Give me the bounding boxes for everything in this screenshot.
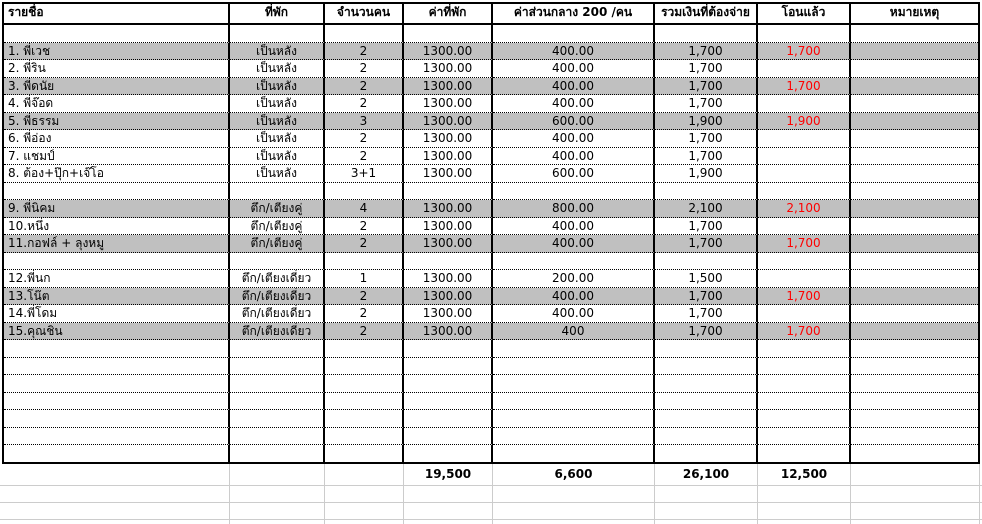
cell-lodging[interactable]: เป็นหลัง	[230, 165, 325, 183]
cell-total_due[interactable]: 1,700	[655, 78, 758, 96]
cell-people[interactable]: 4	[325, 200, 404, 218]
cell-room_fee[interactable]: 1300.00	[404, 148, 493, 166]
cell-total_due[interactable]	[655, 428, 758, 446]
cell-name[interactable]	[4, 183, 230, 201]
cell-name[interactable]	[4, 340, 230, 358]
grid-cell[interactable]	[325, 503, 404, 520]
grid-cell[interactable]	[230, 520, 325, 524]
header-cell-common_fee[interactable]: ค่าส่วนกลาง 200 /คน	[493, 4, 655, 23]
cell-lodging[interactable]	[230, 358, 325, 376]
cell-name[interactable]: 1. พี่เวช	[4, 43, 230, 61]
cell-people[interactable]: 2	[325, 218, 404, 236]
cell-total_due[interactable]: 1,700	[655, 43, 758, 61]
cell-name[interactable]: 14.พี่โดม	[4, 305, 230, 323]
grid-cell[interactable]	[0, 503, 230, 520]
cell-transferred[interactable]	[758, 95, 851, 113]
totals-row	[0, 464, 982, 486]
cell-people[interactable]	[325, 25, 404, 43]
cell-name[interactable]: 15.คุณชิน	[4, 323, 230, 341]
cell-room_fee[interactable]: 1300.00	[404, 305, 493, 323]
cell-room_fee[interactable]	[404, 340, 493, 358]
grid-cell[interactable]	[325, 520, 404, 524]
cell-people[interactable]	[325, 375, 404, 393]
cell-common_fee[interactable]: 400.00	[493, 95, 655, 113]
cell-room_fee[interactable]: 1300.00	[404, 113, 493, 131]
cell-transferred[interactable]	[758, 270, 851, 288]
cell-common_fee[interactable]: 400.00	[493, 235, 655, 253]
table-row	[4, 340, 978, 358]
cell-lodging[interactable]	[230, 340, 325, 358]
cell-room_fee[interactable]: 1300.00	[404, 200, 493, 218]
cell-common_fee[interactable]: 400.00	[493, 288, 655, 306]
cell-people[interactable]: 3	[325, 113, 404, 131]
cell-room_fee[interactable]: 1300.00	[404, 130, 493, 148]
cell-room_fee[interactable]	[404, 428, 493, 446]
grid-cell[interactable]	[655, 486, 758, 503]
cell-transferred[interactable]	[758, 445, 851, 463]
cell-room_fee[interactable]	[404, 445, 493, 463]
cell-remarks[interactable]	[851, 445, 978, 463]
cell-room_fee[interactable]: 1300.00	[404, 323, 493, 341]
cell-transferred[interactable]: 1,700	[758, 43, 851, 61]
cell-remarks[interactable]	[851, 78, 978, 96]
table-row	[4, 270, 978, 288]
grid-cell[interactable]	[851, 520, 980, 524]
cell-name[interactable]	[4, 25, 230, 43]
cell-name[interactable]: 3. พี่ดนัย	[4, 78, 230, 96]
table-row	[4, 60, 978, 78]
cell-remarks[interactable]	[851, 288, 978, 306]
cell-people[interactable]: 2	[325, 60, 404, 78]
cell-people[interactable]	[325, 340, 404, 358]
grid-cell[interactable]	[493, 503, 655, 520]
cell-people[interactable]: 2	[325, 43, 404, 61]
cell-lodging[interactable]: ตึก/เตียงเดี่ยว	[230, 288, 325, 306]
cell-lodging[interactable]	[230, 445, 325, 463]
table-row	[4, 235, 978, 253]
cell-remarks[interactable]	[851, 340, 978, 358]
table-row	[4, 25, 978, 43]
cell-remarks[interactable]	[851, 165, 978, 183]
cell-remarks[interactable]	[851, 375, 978, 393]
table-row	[4, 148, 978, 166]
grid-cell[interactable]	[655, 503, 758, 520]
grid-cell[interactable]	[404, 503, 493, 520]
table-row	[4, 358, 978, 376]
cell-remarks[interactable]	[851, 43, 978, 61]
cell-transferred[interactable]: 1,700	[758, 288, 851, 306]
cell-people[interactable]	[325, 183, 404, 201]
cell-total_due[interactable]: 1,700	[655, 95, 758, 113]
cell-name[interactable]	[4, 253, 230, 271]
cell-name[interactable]	[4, 393, 230, 411]
cell-remarks[interactable]	[851, 323, 978, 341]
cell-lodging[interactable]	[230, 183, 325, 201]
cell-name[interactable]: 2. พี่ริน	[4, 60, 230, 78]
cell-room_fee[interactable]	[404, 393, 493, 411]
cell-common_fee[interactable]: 400	[493, 323, 655, 341]
cell-lodging[interactable]: ตึก/เตียงเดี่ยว	[230, 305, 325, 323]
lodging-table	[2, 2, 980, 464]
grid-cell[interactable]	[0, 464, 230, 486]
grid-cell[interactable]	[758, 503, 851, 520]
header-cell-remarks[interactable]: หมายเหตุ	[889, 5, 940, 19]
cell-total_due[interactable]	[655, 375, 758, 393]
grid-cell[interactable]	[493, 486, 655, 503]
cell-name[interactable]: 11.กอฟล์ + ลุงหมู	[4, 235, 230, 253]
cell-common_fee[interactable]	[493, 445, 655, 463]
cell-remarks[interactable]	[851, 428, 978, 446]
cell-total_due[interactable]: 1,900	[655, 165, 758, 183]
cell-total_due[interactable]: 1,700	[655, 235, 758, 253]
cell-common_fee[interactable]: 400.00	[493, 218, 655, 236]
cell-people[interactable]: 2	[325, 78, 404, 96]
cell-transferred[interactable]	[758, 183, 851, 201]
cell-transferred[interactable]	[758, 305, 851, 323]
header-cell-lodging[interactable]: ที่พัก	[230, 4, 325, 23]
cell-lodging[interactable]: เป็นหลัง	[230, 78, 325, 96]
cell-transferred[interactable]	[758, 165, 851, 183]
cell-transferred[interactable]	[758, 410, 851, 428]
table-row	[4, 288, 978, 306]
cell-common_fee[interactable]	[493, 375, 655, 393]
cell-lodging[interactable]: เป็นหลัง	[230, 130, 325, 148]
cell-people[interactable]: 2	[325, 323, 404, 341]
cell-name[interactable]	[4, 445, 230, 463]
cell-lodging[interactable]: เป็นหลัง	[230, 43, 325, 61]
cell-remarks[interactable]	[851, 148, 978, 166]
table-row	[4, 445, 978, 463]
cell-remarks[interactable]	[851, 410, 978, 428]
grid-cell[interactable]	[230, 464, 325, 486]
cell-lodging[interactable]: ตึก/เตียงเดี่ยว	[230, 323, 325, 341]
cell-name[interactable]: 13.โน๊ต	[4, 288, 230, 306]
cell-transferred[interactable]: 1,700	[758, 323, 851, 341]
cell-remarks[interactable]	[851, 183, 978, 201]
grid-cell[interactable]	[851, 503, 980, 520]
cell-room_fee[interactable]: 1300.00	[404, 288, 493, 306]
grid-cell[interactable]	[655, 520, 758, 524]
cell-lodging[interactable]: ตึก/เตียงคู่	[230, 200, 325, 218]
cell-room_fee[interactable]	[404, 253, 493, 271]
cell-people[interactable]	[325, 358, 404, 376]
cell-total_due[interactable]	[655, 340, 758, 358]
cell-transferred[interactable]	[758, 253, 851, 271]
table-row	[4, 130, 978, 148]
cell-room_fee[interactable]: 1300.00	[404, 235, 493, 253]
grid-row	[0, 486, 982, 503]
cell-lodging[interactable]: ตึก/เตียงเดี่ยว	[230, 270, 325, 288]
grid-cell[interactable]	[0, 520, 230, 524]
table-row	[4, 200, 978, 218]
header-cell-room_fee[interactable]: ค่าที่พัก	[404, 4, 493, 23]
cell-total_due[interactable]	[655, 445, 758, 463]
cell-people[interactable]	[325, 410, 404, 428]
cell-transferred[interactable]: 2,100	[758, 200, 851, 218]
cell-transferred[interactable]: 1,700	[758, 235, 851, 253]
cell-total_due[interactable]	[655, 358, 758, 376]
grid-cell[interactable]	[0, 486, 230, 503]
cell-total_due[interactable]	[655, 410, 758, 428]
cell-common_fee[interactable]: 600.00	[493, 165, 655, 183]
table-row	[4, 323, 978, 341]
cell-common_fee[interactable]: 400.00	[493, 148, 655, 166]
cell-people[interactable]: 3+1	[325, 165, 404, 183]
below-table-grid	[0, 464, 982, 524]
cell-total_due[interactable]	[655, 25, 758, 43]
cell-name[interactable]: 12.พี่นก	[4, 270, 230, 288]
cell-people[interactable]: 2	[325, 235, 404, 253]
cell-total_due[interactable]: 1,700	[655, 218, 758, 236]
cell-room_fee[interactable]: 1300.00	[404, 43, 493, 61]
cell-people[interactable]: 1	[325, 270, 404, 288]
table-row	[4, 165, 978, 183]
cell-transferred[interactable]	[758, 375, 851, 393]
cell-name[interactable]	[4, 358, 230, 376]
cell-common_fee[interactable]: 200.00	[493, 270, 655, 288]
cell-lodging[interactable]	[230, 25, 325, 43]
cell-name[interactable]: 7. แชมป์	[4, 148, 230, 166]
cell-room_fee[interactable]: 1300.00	[404, 218, 493, 236]
cell-total_due[interactable]: 1,700	[655, 148, 758, 166]
total-total_due[interactable]: 26,100	[655, 464, 758, 486]
cell-lodging[interactable]	[230, 393, 325, 411]
cell-transferred[interactable]	[758, 218, 851, 236]
cell-people[interactable]	[325, 253, 404, 271]
cell-remarks[interactable]	[851, 113, 978, 131]
cell-people[interactable]: 2	[325, 130, 404, 148]
cell-people[interactable]	[325, 428, 404, 446]
cell-name[interactable]: 10.หนึ่ง	[4, 218, 230, 236]
cell-common_fee[interactable]: 400.00	[493, 43, 655, 61]
cell-room_fee[interactable]: 1300.00	[404, 95, 493, 113]
header-row	[4, 4, 978, 25]
cell-transferred[interactable]	[758, 130, 851, 148]
cell-room_fee[interactable]: 1300.00	[404, 60, 493, 78]
grid-cell[interactable]	[404, 520, 493, 524]
grid-row	[0, 503, 982, 520]
cell-room_fee[interactable]: 1300.00	[404, 270, 493, 288]
cell-common_fee[interactable]	[493, 183, 655, 201]
cell-name[interactable]: 6. พี่อ่อง	[4, 130, 230, 148]
cell-remarks[interactable]	[851, 200, 978, 218]
cell-lodging[interactable]: เป็นหลัง	[230, 113, 325, 131]
cell-total_due[interactable]	[655, 183, 758, 201]
cell-name[interactable]: 5. พี่ธรรม	[4, 113, 230, 131]
cell-room_fee[interactable]: 1300.00	[404, 78, 493, 96]
cell-total_due[interactable]: 1,700	[655, 288, 758, 306]
cell-remarks[interactable]	[851, 393, 978, 411]
grid-cell[interactable]	[758, 520, 851, 524]
table-row	[4, 183, 978, 201]
cell-total_due[interactable]: 1,900	[655, 113, 758, 131]
cell-remarks[interactable]	[851, 270, 978, 288]
cell-total_due[interactable]: 1,500	[655, 270, 758, 288]
cell-total_due[interactable]: 1,700	[655, 323, 758, 341]
total-transferred[interactable]: 12,500	[758, 464, 851, 486]
grid-cell[interactable]	[758, 486, 851, 503]
grid-cell[interactable]	[325, 486, 404, 503]
cell-common_fee[interactable]	[493, 410, 655, 428]
cell-people[interactable]: 2	[325, 305, 404, 323]
cell-lodging[interactable]	[230, 253, 325, 271]
cell-common_fee[interactable]	[493, 340, 655, 358]
cell-transferred[interactable]: 1,700	[758, 78, 851, 96]
cell-transferred[interactable]: 1,900	[758, 113, 851, 131]
cell-common_fee[interactable]: 400.00	[493, 130, 655, 148]
grid-cell[interactable]	[230, 486, 325, 503]
cell-lodging[interactable]	[230, 428, 325, 446]
grid-cell[interactable]	[325, 464, 404, 486]
cell-common_fee[interactable]	[493, 358, 655, 376]
cell-name[interactable]	[4, 410, 230, 428]
header-cell-people[interactable]: จำนวนคน	[325, 4, 404, 23]
cell-name[interactable]	[4, 428, 230, 446]
table-row	[4, 410, 978, 428]
cell-total_due[interactable]: 1,700	[655, 130, 758, 148]
table-body	[4, 25, 978, 463]
header-cell-name[interactable]: รายชื่อ	[4, 4, 230, 23]
cell-lodging[interactable]: เป็นหลัง	[230, 95, 325, 113]
cell-remarks[interactable]	[851, 95, 978, 113]
grid-cell[interactable]	[230, 503, 325, 520]
cell-room_fee[interactable]	[404, 25, 493, 43]
table-row	[4, 393, 978, 411]
header-cell-total_due[interactable]: รวมเงินที่ต้องจ่าย	[655, 4, 758, 23]
cell-people[interactable]	[325, 393, 404, 411]
cell-common_fee[interactable]	[493, 428, 655, 446]
cell-lodging[interactable]: เป็นหลัง	[230, 60, 325, 78]
cell-common_fee[interactable]: 800.00	[493, 200, 655, 218]
cell-transferred[interactable]	[758, 358, 851, 376]
table-row	[4, 375, 978, 393]
cell-total_due[interactable]: 1,700	[655, 305, 758, 323]
cell-transferred[interactable]	[758, 393, 851, 411]
cell-common_fee[interactable]: 400.00	[493, 60, 655, 78]
cell-room_fee[interactable]	[404, 410, 493, 428]
cell-common_fee[interactable]: 400.00	[493, 78, 655, 96]
cell-name[interactable]: 4. พี่จ๊อด	[4, 95, 230, 113]
cell-room_fee[interactable]	[404, 183, 493, 201]
table-row	[4, 305, 978, 323]
cell-remarks[interactable]	[851, 60, 978, 78]
cell-lodging[interactable]	[230, 375, 325, 393]
cell-lodging[interactable]: เป็นหลัง	[230, 148, 325, 166]
cell-common_fee[interactable]	[493, 393, 655, 411]
cell-people[interactable]: 2	[325, 148, 404, 166]
cell-room_fee[interactable]	[404, 375, 493, 393]
cell-remarks[interactable]	[851, 25, 978, 43]
cell-name[interactable]	[4, 375, 230, 393]
table-row	[4, 218, 978, 236]
cell-remarks[interactable]	[851, 130, 978, 148]
grid-cell[interactable]	[851, 464, 980, 486]
cell-room_fee[interactable]: 1300.00	[404, 165, 493, 183]
cell-total_due[interactable]	[655, 253, 758, 271]
cell-people[interactable]: 2	[325, 288, 404, 306]
table-row	[4, 253, 978, 271]
cell-people[interactable]	[325, 445, 404, 463]
cell-transferred[interactable]	[758, 340, 851, 358]
table-row	[4, 43, 978, 61]
cell-total_due[interactable]	[655, 393, 758, 411]
cell-lodging[interactable]	[230, 410, 325, 428]
grid-row	[0, 520, 982, 524]
cell-transferred[interactable]	[758, 428, 851, 446]
table-row	[4, 95, 978, 113]
cell-transferred[interactable]	[758, 148, 851, 166]
table-row	[4, 78, 978, 96]
cell-name[interactable]: 8. ต้อง+ปุ๊ก+เจ๊โอ	[4, 165, 230, 183]
cell-common_fee[interactable]	[493, 253, 655, 271]
cell-common_fee[interactable]: 600.00	[493, 113, 655, 131]
cell-remarks[interactable]	[851, 253, 978, 271]
total-common_fee[interactable]: 6,600	[493, 464, 655, 486]
total-room_fee[interactable]: 19,500	[404, 464, 493, 486]
cell-people[interactable]: 2	[325, 95, 404, 113]
cell-remarks[interactable]	[851, 235, 978, 253]
grid-cell[interactable]	[851, 486, 980, 503]
grid-cell[interactable]	[404, 486, 493, 503]
cell-transferred[interactable]	[758, 60, 851, 78]
cell-remarks[interactable]	[851, 305, 978, 323]
cell-lodging[interactable]: ตึก/เตียงคู่	[230, 218, 325, 236]
cell-total_due[interactable]: 2,100	[655, 200, 758, 218]
cell-remarks[interactable]	[851, 218, 978, 236]
cell-total_due[interactable]: 1,700	[655, 60, 758, 78]
table-row	[4, 428, 978, 446]
cell-room_fee[interactable]	[404, 358, 493, 376]
cell-lodging[interactable]: ตึก/เตียงคู่	[230, 235, 325, 253]
header-cell-transferred[interactable]: โอนแล้ว	[758, 4, 851, 23]
cell-remarks[interactable]	[851, 358, 978, 376]
cell-transferred[interactable]	[758, 25, 851, 43]
cell-common_fee[interactable]	[493, 25, 655, 43]
cell-name[interactable]: 9. พี่นิคม	[4, 200, 230, 218]
cell-common_fee[interactable]: 400.00	[493, 305, 655, 323]
grid-cell[interactable]	[493, 520, 655, 524]
table-row	[4, 113, 978, 131]
